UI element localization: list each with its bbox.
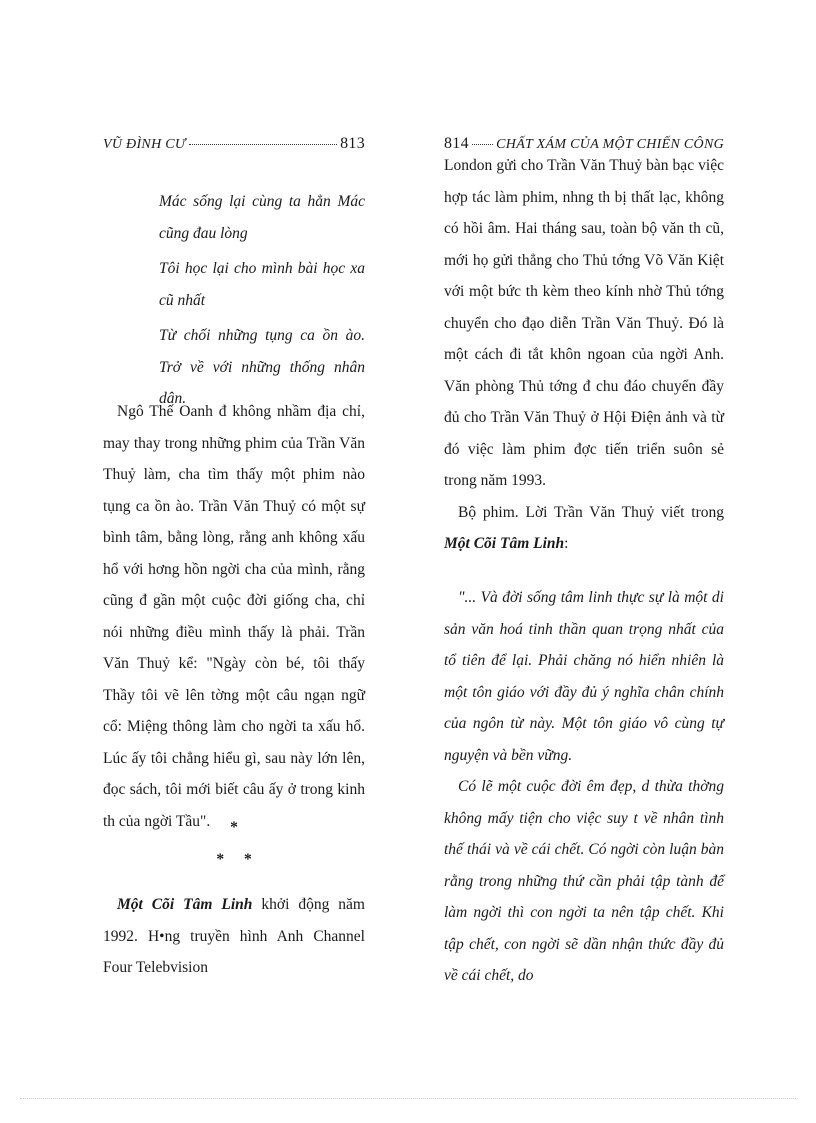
right-paragraph [444, 150, 724, 560]
left-page-number: 813 [340, 135, 365, 152]
separator-star-bottom: * * [216, 850, 252, 868]
quote-block [444, 582, 724, 992]
verse-line: Từ chối những tụng ca ồn ào. Trở về với những thống nhân dân. [159, 327, 365, 407]
paragraph-text-run: Bộ phim. Lời Trần Văn Thuỷ viết trong [458, 503, 724, 521]
quote-paragraph: Có lẽ một cuộc đời êm đẹp, d thừa thờng không mấy tiện cho việc suy t về nhân tình thế thái và về cái chết. Có ngời còn luận bàn rằng trong những thứ cần phải tập tành để làm ngời thì con ngời ta nên tập chết. Khi tập chết, con ngời sẽ dần nhận thức đầy đủ về cái chết, do [444, 778, 724, 984]
paragraph-text: London gửi cho Trần Văn Thuỷ bàn bạc việc hợp tác làm phim, nhng th bị thất lạc, không có hồi âm. Hai tháng sau, toàn bộ văn th cũ, mới họ gửi thẳng cho Thủ tớng Võ Văn Kiệt với một bức th kèm theo kính nhờ Thủ tớng chuyển cho đạo diễn Trần Văn Thuỷ. Đó là một cách đi tắt khôn ngoan của ngời Anh. Văn phòng Thủ tớng đ chu đáo chuyển đầy đủ cho Trần Văn Thuỷ ở Hội Điện ảnh và từ đó việc làm phim đợc tiến triển suôn sẻ trong năm 1993. [444, 157, 724, 489]
header-leader-dots [189, 143, 337, 145]
film-title: Một Cõi Tâm Linh [444, 535, 565, 552]
left-running-header [103, 135, 365, 153]
paragraph-text: Ngô Thế Oanh đ không nhầm địa chỉ, may thay trong những phim của Trần Văn Thuỷ làm, cha tìm thấy một phim nào tụng ca ồn ào. Trần Văn Thuỷ có một sự bình tâm, bằng lòng, rằng anh không xấu hổ với hơng hồn ngời cha của mình, rằng cũng đ gần một cuộc đời giống cha, chỉ nói những điều mình thấy là phải. Trần Văn Thuỷ kể: "Ngày còn bé, tôi thấy Thầy tôi vẽ lên tờng một câu ngạn ngữ cổ: Miệng thông làm cho ngời ta xấu hổ. Lúc ấy tôi chẳng hiểu gì, sau này lớn lên, đọc sách, tôi mới biết câu ấy ở trong kinh th của ngời Tầu". [103, 403, 365, 830]
paragraph-text-run: : [564, 535, 569, 552]
verse-line: Mác sống lại cùng ta hẳn Mác cũng đau lòng [159, 193, 365, 242]
right-page-number: 814 [444, 135, 469, 152]
paragraph-text [103, 889, 365, 984]
paragraph-text-run: khởi động năm 1992. H•ng truyền hình Anh Channel Four Telebvision [103, 896, 365, 976]
right-header-title: CHẤT XÁM CỦA MỘT CHIẾN CÔNG [496, 137, 724, 152]
left-header-title: VŨ ĐÌNH CƯ [103, 137, 186, 152]
quote-paragraph: "... Và đời sống tâm linh thực sự là một di sản văn hoá tinh thần quan trọng nhất của tổ tiên để lại. Phải chăng nó hiển nhiên là một tôn giáo với đầy đủ ý nghĩa chân chính của ngôn từ này. Một tôn giáo vô cùng tự nguyện và bền vững. [444, 589, 724, 764]
bottom-scan-edge [20, 1098, 796, 1099]
header-leader-dots [472, 143, 493, 145]
paragraph-text [444, 497, 724, 560]
left-paragraph-2 [103, 889, 365, 984]
verse-line: Tôi học lại cho mình bài học xa cũ nhất [159, 260, 365, 309]
verse-block [103, 186, 365, 419]
left-paragraph [103, 396, 365, 837]
section-separator [103, 812, 365, 875]
film-title: Một Cõi Tâm Linh [117, 896, 253, 913]
separator-star-top: * [230, 819, 238, 836]
